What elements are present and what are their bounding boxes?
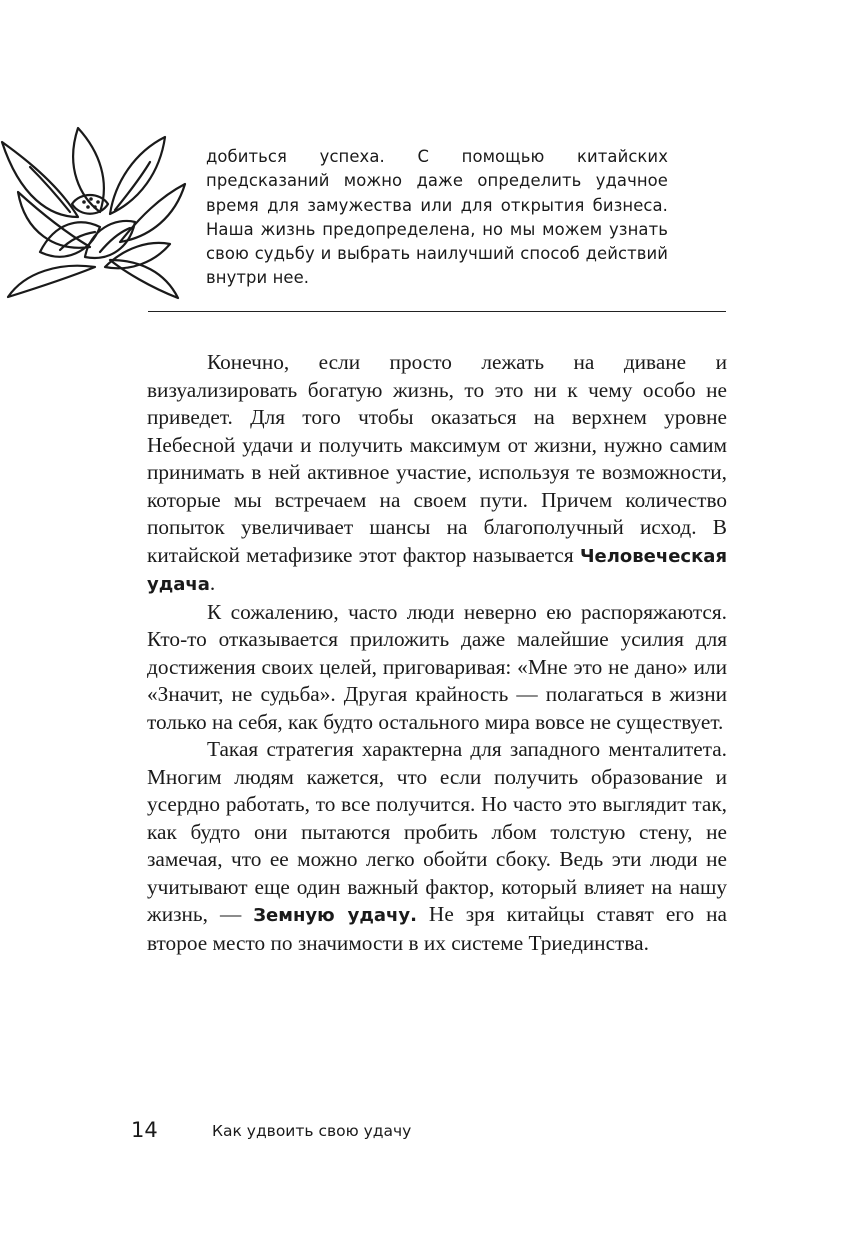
lotus-front-center-petal [85,221,135,258]
term-earth-luck: Земную удачу. [253,905,417,926]
lotus-illustration [0,122,190,302]
paragraph-2: К сожалению, часто люди неверно ею распоряжаются. Кто-то отказывается приложить даже малейшие усилия для достижения своих целей, приговаривая: «Мне это не дано» или «Значит, не судьба». Другая крайность — полагаться в жизни только на себя, как будто остального мира вовсе не существует. [147,599,727,734]
lotus-left-mid-petal [18,192,90,248]
section-divider [148,311,726,312]
lotus-flower-icon [0,122,190,302]
lotus-right-outer-leaf [110,260,178,298]
lotus-vein-1 [30,167,70,212]
paragraph-3-text: Такая стратегия характерна для западного менталитета. Многим людям кажется, что если получить образование и усердно работать, то все получится. Но часто это выглядит так, как будто они пытаются пробить лбом толстую стену, не замечая, что ее можно легко обойти сбоку. Ведь эти люди не учитывают еще один важный фактор, который влияет на нашу жизнь, — [147,737,727,926]
lotus-left-outer-leaf [8,266,95,297]
callout-paragraph: добиться успеха. С помощью китайских предсказаний можно даже определить удачное время для замужества или для открытия бизнеса. Наша жизнь предопределена, но мы можем узнать свою судьбу и выбрать наилучший способ действий внутри нее. [206,147,668,288]
main-text [147,349,727,957]
paragraph-1-end: . [209,571,216,595]
paragraph-1 [147,349,727,599]
paragraph-1-text: Конечно, если просто лежать на диване и визуализировать богатую жизнь, то это ни к чему особо не приведет. Для того чтобы оказаться на верхнем уровне Небесной удачи и получить максимум от жизни, нужно самим принимать в ней активное участие, используя те возможности, которые мы встречаем на своем пути. Причем количество попыток увеличивает шансы на благополучный исход. В китайской метафизике этот фактор называется [147,350,727,567]
paragraph-3 [147,736,727,957]
callout-box [206,145,668,291]
page-number: 14 [131,1118,158,1142]
running-title: Как удвоить свою удачу [212,1122,412,1140]
lotus-left-back-petal [2,142,78,217]
term-human-luck: Человеческая удача [147,545,727,595]
paragraph-3-end: Не зря китайцы ставят его на второе место по значимости в их системе Триединства. [147,902,727,955]
